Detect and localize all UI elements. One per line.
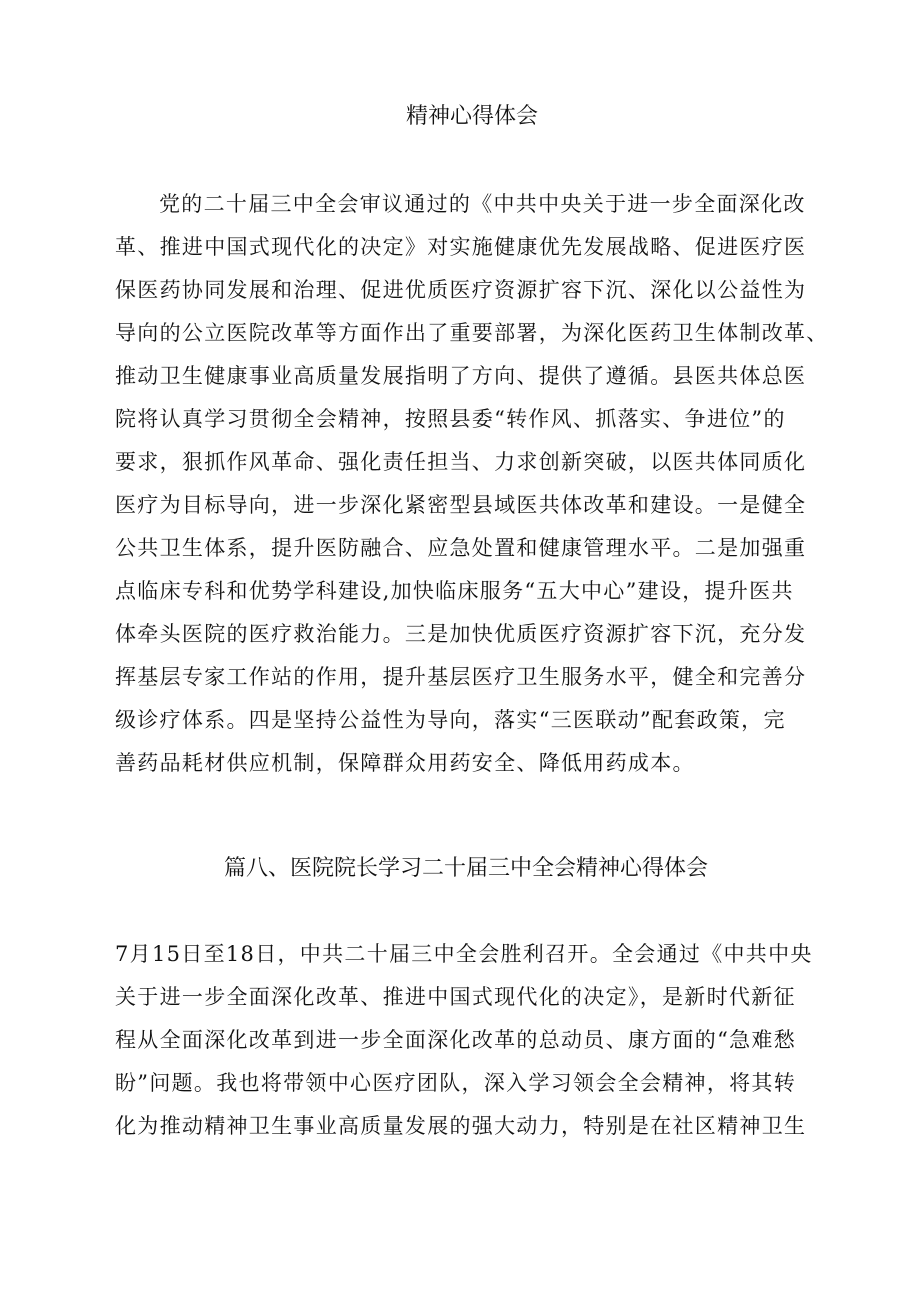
- paragraph-line: 要求，狠抓作风革命、强化责任担当、力求创新突破，以医共体同质化: [115, 450, 807, 474]
- paragraph-line: 程从全面深化改革到进一步全面深化改革的总动员、康方面的“急难愁: [115, 1028, 797, 1052]
- paragraph-line: 体牵头医院的医疗救治能力。三是加快优质医疗资源扩容下沉，充分发: [115, 622, 807, 646]
- paragraph-line: 盼”问题。我也将带领中心医疗团队，深入学习领会全会精神，将其转: [115, 1071, 797, 1095]
- paragraph-line: 级诊疗体系。四是坚持公益性为导向，落实“三医联动”配套政策，完: [115, 708, 786, 732]
- section-2-title: 篇八、医院院长学习二十届三中全会精神心得体会: [223, 856, 708, 881]
- paragraph-line: 公共卫生体系，提升医防融合、应急处置和健康管理水平。二是加强重: [115, 536, 807, 560]
- paragraph-line: 7月15日至18日，中共二十届三中全会胜利召开。全会通过《中共中央: [115, 942, 813, 966]
- paragraph-line: 党的二十届三中全会审议通过的《中共中央关于进一步全面深化改: [159, 192, 806, 216]
- paragraph-line: 医疗为目标导向，进一步深化紧密型县域医共体改革和建设。一是健全: [115, 493, 807, 517]
- paragraph-line: 关于进一步全面深化改革、推进中国式现代化的决定》，是新时代新征: [115, 985, 796, 1009]
- paragraph-line: 挥基层专家工作站的作用，提升基层医疗卫生服务水平，健全和完善分: [115, 665, 807, 689]
- paragraph-line: 导向的公立医院改革等方面作出了重要部署，为深化医药卫生体制改革、: [115, 321, 829, 345]
- paragraph-line: 院将认真学习贯彻全会精神，按照县委“转作风、抓落实、争进位”的: [115, 407, 786, 431]
- section-2-paragraph: [115, 933, 835, 1148]
- paragraph-line: 革、推进中国式现代化的决定》对实施健康优先发展战略、促进医疗医: [115, 235, 807, 259]
- paragraph-line: 化为推动精神卫生事业高质量发展的强大动力，特别是在社区精神卫生: [115, 1114, 807, 1138]
- paragraph-line: 保医药协同发展和治理、促进优质医疗资源扩容下沉、深化以公益性为: [115, 278, 807, 302]
- paragraph-line: 点临床专科和优势学科建设,加快临床服务“五大中心”建设，提升医共: [115, 579, 794, 603]
- section-1-paragraph: [115, 183, 835, 785]
- paragraph-line: 推动卫生健康事业高质量发展指明了方向、提供了遵循。县医共体总医: [115, 364, 807, 388]
- section-1-title: 精神心得体会: [405, 104, 538, 129]
- paragraph-line: 善药品耗材供应机制，保障群众用药安全、降低用药成本。: [115, 751, 695, 775]
